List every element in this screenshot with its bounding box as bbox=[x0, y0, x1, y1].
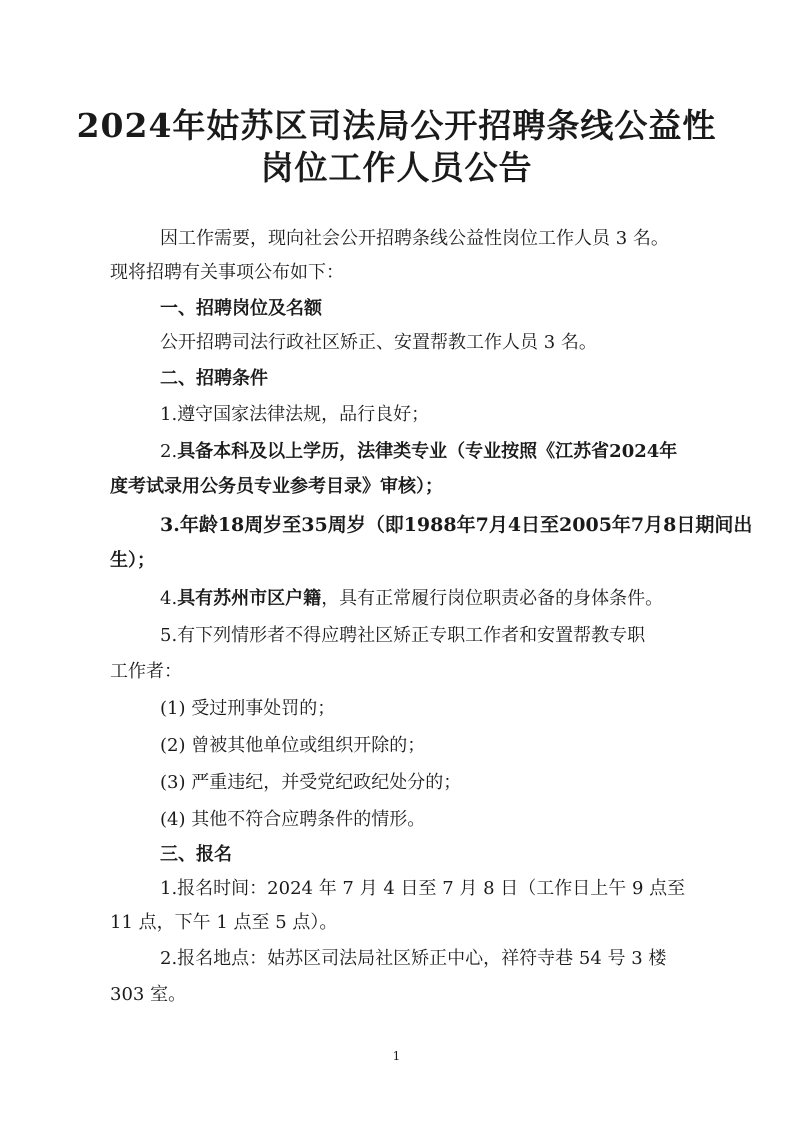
condition-4-rest: ，具有正常履行岗位职责必备的身体条件。 bbox=[321, 588, 664, 609]
section2-heading: 二、招聘条件 bbox=[160, 368, 268, 389]
sub-item-3: (3) 严重违纪，并受党纪政纪处分的； bbox=[160, 772, 462, 793]
condition-4-prefix: 4. bbox=[160, 588, 178, 609]
intro-paragraph-line2: 现将招聘有关事项公布如下： bbox=[110, 262, 344, 283]
intro-paragraph-line1: 因工作需要，现向社会公开招聘条线公益性岗位工作人员 3 名。 bbox=[160, 228, 669, 249]
registration-place-line2: 303 室。 bbox=[110, 984, 187, 1005]
condition-2-prefix: 2. bbox=[160, 441, 178, 462]
condition-2-line2: 度考试录用公务员专业参考目录》审核）； bbox=[110, 476, 443, 497]
section1-heading: 一、招聘岗位及名额 bbox=[160, 298, 322, 319]
condition-4 bbox=[160, 590, 663, 608]
condition-5-line1: 5.有下列情形者不得应聘社区矫正专职工作者和安置帮教专职 bbox=[160, 625, 646, 646]
registration-time-line1: 1.报名时间：2024 年 7 月 4 日至 7 月 8 日（工作日上午 9 点至 bbox=[160, 878, 686, 899]
document-title-line2: 岗位工作人员公告 bbox=[260, 148, 533, 187]
registration-place-line1: 2.报名地点：姑苏区司法局社区矫正中心，祥符寺巷 54 号 3 楼 bbox=[160, 948, 667, 969]
condition-3-line1: 3.年龄18周岁至35周岁（即1988年7月4日至2005年7月8日期间出 bbox=[160, 514, 753, 536]
sub-item-4: (4) 其他不符合应聘条件的情形。 bbox=[160, 809, 426, 830]
page-number: 1 bbox=[392, 1049, 401, 1063]
section1-text: 公开招聘司法行政社区矫正、安置帮教工作人员 3 名。 bbox=[160, 332, 597, 353]
sub-item-1: (1) 受过刑事处罚的； bbox=[160, 698, 336, 719]
document-title-line1: 2024年姑苏区司法局公开招聘条线公益性 bbox=[76, 106, 717, 145]
condition-1: 1.遵守国家法律法规，品行良好； bbox=[160, 404, 430, 425]
condition-3-line2: 生）； bbox=[110, 550, 155, 571]
sub-item-2: (2) 曾被其他单位或组织开除的； bbox=[160, 735, 426, 756]
condition-5-line2: 工作者： bbox=[110, 661, 182, 682]
condition-4-bold-text: 具有苏州市区户籍 bbox=[177, 588, 322, 609]
condition-2-bold-text: 具备本科及以上学历，法律类专业（专业按照《江苏省2024年 bbox=[177, 441, 678, 462]
registration-time-line2: 11 点，下午 1 点至 5 点）。 bbox=[110, 912, 338, 933]
section3-heading: 三、报名 bbox=[160, 844, 232, 865]
condition-2-line1 bbox=[160, 443, 677, 461]
